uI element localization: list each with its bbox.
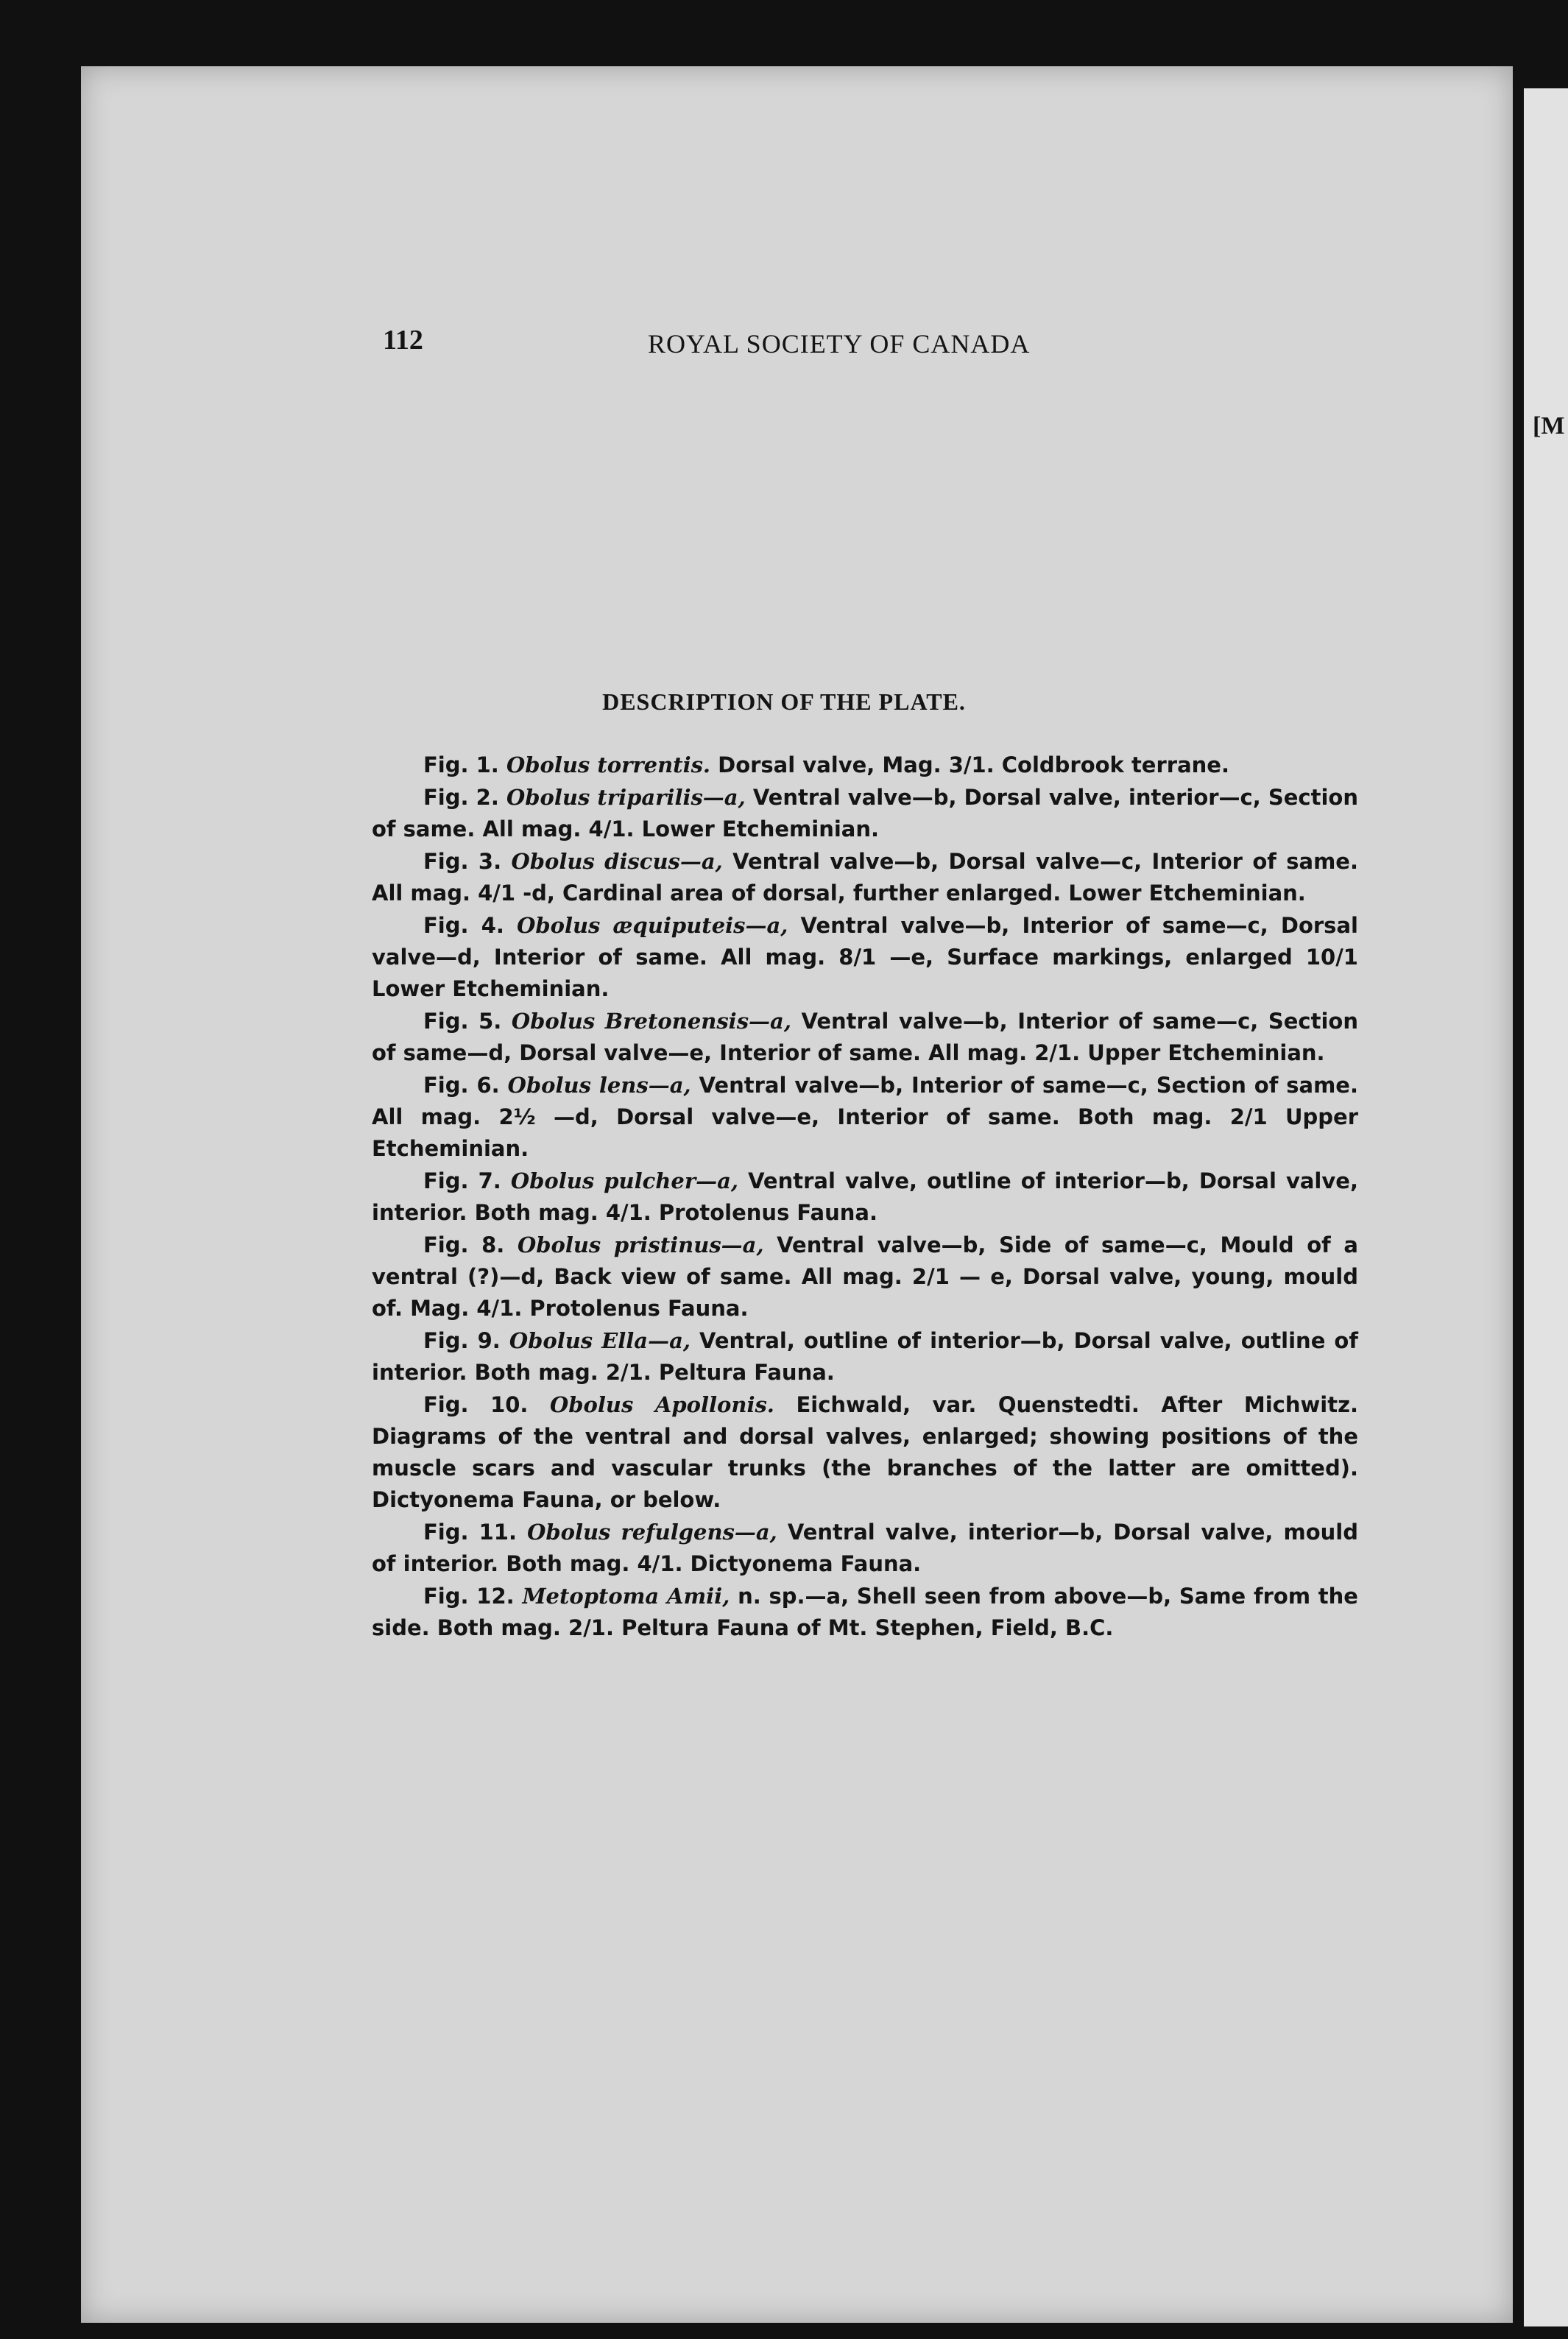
caption-text: Ventral valve—b, Side of same—c, Mould of a ventral (?)—d, Back view of same. All mag. 2/1 — e, Dorsal valve, young, mould of. Mag. 4/1. Protolenus Fauna. xyxy=(372,1232,1358,1321)
caption-text: Ventral, outline of interior—b, Dorsal valve, outline of interior. Both mag. 2/1. Peltura Fauna. xyxy=(372,1328,1358,1385)
species-name: Obolus Ella—a, xyxy=(509,1328,691,1353)
caption-text: Eichwald, var. Quenstedti. After Michwitz. Diagrams of the ventral and dorsal valves, enlarged; showing positions of the muscle scars and vascular trunks (the branches of the latter are omitted). Dictyonema Fauna, or below. xyxy=(372,1392,1358,1512)
species-name: Metoptoma Amii, xyxy=(522,1584,730,1609)
caption-fig-9 xyxy=(372,1325,1358,1389)
fig-label: Fig. 2. xyxy=(423,785,499,810)
caption-fig-2 xyxy=(372,782,1358,845)
species-name: Obolus torrentis. xyxy=(506,752,711,777)
running-title: ROYAL SOCIETY OF CANADA xyxy=(648,329,1031,359)
caption-text: Ventral valve—b, Interior of same—c, Section of same. All mag. 2½ —d, Dorsal valve—e, Interior of same. Both mag. 2/1 Upper Etcheminian. xyxy=(372,1073,1358,1161)
caption-fig-6 xyxy=(372,1070,1358,1165)
fig-label: Fig. 3. xyxy=(423,849,502,874)
species-name: Obolus discus—a, xyxy=(511,849,723,874)
species-name: Obolus Bretonensis—a, xyxy=(511,1009,791,1034)
caption-text: n. sp.—a, Shell seen from above—b, Same from the side. Both mag. 2/1. Peltura Fauna of Mt. Stephen, Field, B.C. xyxy=(372,1584,1358,1640)
adjacent-page-margin-mark: [M xyxy=(1533,412,1565,440)
section-title: DESCRIPTION OF THE PLATE. xyxy=(602,688,966,715)
page-header xyxy=(383,324,1134,368)
fig-label: Fig. 12. xyxy=(423,1584,515,1609)
species-name: Obolus lens—a, xyxy=(507,1073,691,1098)
species-name: Obolus refulgens—a, xyxy=(527,1520,777,1545)
fig-label: Fig. 7. xyxy=(423,1168,501,1193)
caption-text: Ventral valve—b, Dorsal valve, interior—c, Section of same. All mag. 4/1. Lower Etcheminian. xyxy=(372,785,1358,842)
page-number: 112 xyxy=(383,325,423,356)
species-name: Obolus pristinus—a, xyxy=(517,1232,764,1257)
caption-text: Ventral valve—b, Dorsal valve—c, Interior of same. All mag. 4/1 -d, Cardinal area of dorsal, further enlarged. Lower Etcheminian. xyxy=(372,849,1358,906)
caption-text: Ventral valve, outline of interior—b, Dorsal valve, interior. Both mag. 4/1. Protolenus Fauna. xyxy=(372,1168,1358,1225)
fig-label: Fig. 11. xyxy=(423,1520,517,1545)
caption-fig-11 xyxy=(372,1517,1358,1580)
caption-fig-5 xyxy=(372,1006,1358,1069)
fig-label: Fig. 8. xyxy=(423,1232,505,1257)
species-name: Obolus triparilis—a, xyxy=(506,785,746,810)
fig-label: Fig. 10. xyxy=(423,1392,529,1417)
caption-fig-4 xyxy=(372,910,1358,1005)
caption-fig-12 xyxy=(372,1581,1358,1644)
caption-text: Ventral valve—b, Interior of same—c, Section of same—d, Dorsal valve—e, Interior of same. All mag. 2/1. Upper Etcheminian. xyxy=(372,1009,1358,1065)
caption-fig-10 xyxy=(372,1389,1358,1516)
species-name: Obolus æquiputeis—a, xyxy=(517,913,788,938)
caption-text: Dorsal valve, Mag. 3/1. Coldbrook terrane. xyxy=(718,752,1229,777)
figure-captions xyxy=(372,749,1358,1645)
caption-fig-1 xyxy=(372,749,1358,781)
caption-text: Ventral valve, interior—b, Dorsal valve, mould of interior. Both mag. 4/1. Dictyonema Fauna. xyxy=(372,1520,1358,1576)
caption-text: Ventral valve—b, Interior of same—c, Dorsal valve—d, Interior of same. All mag. 8/1 —e, Surface markings, enlarged 10/1 Lower Etcheminian. xyxy=(372,913,1358,1001)
caption-fig-8 xyxy=(372,1230,1358,1324)
species-name: Obolus pulcher—a, xyxy=(510,1168,738,1193)
fig-label: Fig. 1. xyxy=(423,752,499,777)
species-name: Obolus Apollonis. xyxy=(550,1392,774,1417)
caption-fig-7 xyxy=(372,1165,1358,1229)
fig-label: Fig. 4. xyxy=(423,913,504,938)
fig-label: Fig. 9. xyxy=(423,1328,501,1353)
fig-label: Fig. 5. xyxy=(423,1009,502,1034)
fig-label: Fig. 6. xyxy=(423,1073,500,1098)
caption-fig-3 xyxy=(372,846,1358,909)
